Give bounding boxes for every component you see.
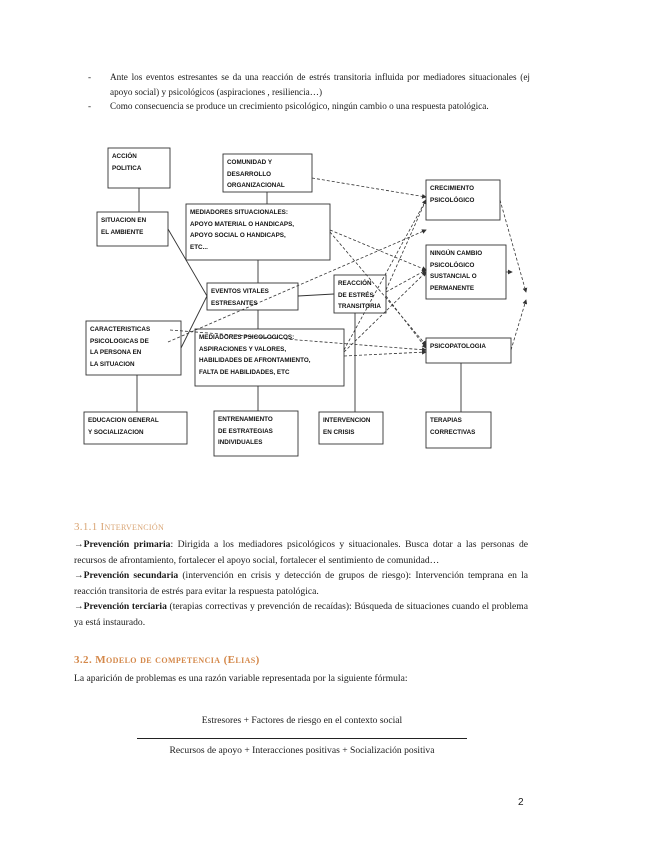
section-heading-intervencion: 3.1.1 Intervención	[74, 521, 165, 533]
section-heading-modelo-competencia: 3.2. Modelo de competencia (Elias)	[74, 654, 260, 666]
arrow-glyph: →	[74, 601, 84, 613]
accion-politica-box: ACCIÓN POLITICA	[112, 153, 142, 172]
formula-numerator: Estresores + Factores de riesgo en el contexto social	[201, 715, 403, 726]
paragraph-prevencion-primaria	[74, 537, 528, 568]
bullet-marker: -	[88, 72, 92, 82]
ningun-cambio-box: NINGÚN CAMBIO PSICOLÓGICO SUSTANCIAL O PERMANENTE	[430, 250, 483, 292]
comunidad-box: COMUNIDAD Y DESARROLLO ORGANIZACIONAL	[227, 159, 285, 189]
educacion-box: EDUCACION GENERAL Y SOCIALIZACION	[88, 417, 159, 436]
paragraph-prevencion-secundaria	[74, 568, 528, 599]
bullet-list	[88, 70, 530, 114]
mediadores-psicologicos-box: MEDIADORES PSICOLOGICOS: ASPIRACIONES Y VALORES, HABILIDADES DE AFRONTAMIENTO, FALTA DE HABILIDADES, ETC	[199, 334, 311, 376]
formula-denominator: Recursos de apoyo + Interacciones positivas + Socialización positiva	[169, 745, 435, 756]
arrow-glyph: →	[74, 570, 84, 582]
eventos-vitales-box: EVENTOS VITALES ESTRESANTES	[211, 288, 269, 307]
paragraph-text: (intervención en crisis y detección de grupos de riesgo): Intervención temprana en la reacción transitoria de estrés para evitar la respuesta patológica.	[74, 570, 528, 597]
formula-fraction-line	[137, 738, 467, 739]
entrenamiento-box: ENTRENAMIENTO DE ESTRATEGIAS INDIVIDUALES	[218, 416, 273, 446]
section-modelo-intro: La aparición de problemas es una razón variable representada por la siguiente fórmula:	[74, 673, 408, 684]
reaccion-box: REACCIÓN DE ESTRÉS TRANSITORIA	[338, 280, 381, 310]
term: Prevención secundaria	[83, 570, 179, 582]
term: Prevención terciaria	[83, 601, 167, 613]
paragraph-prevencion-terciaria	[74, 599, 528, 630]
crecimiento-box: CRECIMIENTO PSICOLÓGICO	[430, 185, 475, 204]
caracteristicas-box: CARACTERISTICAS PSICOLOGICAS DE LA PERSONA EN LA SITUACION	[90, 326, 151, 368]
intervencion-box: INTERVENCION EN CRISIS	[323, 417, 371, 436]
arrow-glyph: →	[74, 539, 84, 550]
bullet-text: Ante los eventos estresantes se da una reacción de estrés transitoria influida por mediadores situacionales (ej apoyo social) y psicológicos (aspiraciones , resiliencia…)	[110, 72, 530, 97]
situacion-box: SITUACION EN EL AMBIENTE	[101, 217, 147, 236]
term: Prevención primaria	[83, 539, 171, 550]
bullet-text: Como consecuencia se produce un crecimiento psicológico, ningún cambio o una respuesta patológica.	[110, 101, 489, 111]
paragraph-text: (terapias correctivas y prevención de recaídas): Búsqueda de situaciones cuando el problema ya está instaurado.	[74, 601, 528, 628]
mediadores-situacionales-box: MEDIADORES SITUACIONALES: APOYO MATERIAL O HANDICAPS, APOYO SOCIAL O HANDICAPS, ETC...	[190, 209, 295, 251]
bullet-item	[88, 99, 530, 114]
section-intervencion-body	[74, 537, 528, 631]
bullet-marker: -	[88, 101, 92, 111]
terapias-box: TERAPIAS CORRECTIVAS	[430, 417, 476, 436]
psicopatologia-box: PSICOPATOLOGIA	[430, 343, 486, 350]
paragraph-text: : Dirigida a los mediadores psicológicos y situacionales. Busca dotar a las personas de recursos de afrontamiento, fortalecer el apoyo social, fortalecer el sentimiento de comunidad…	[74, 539, 528, 566]
bullet-item	[88, 70, 530, 99]
page-number: 2	[518, 797, 524, 808]
